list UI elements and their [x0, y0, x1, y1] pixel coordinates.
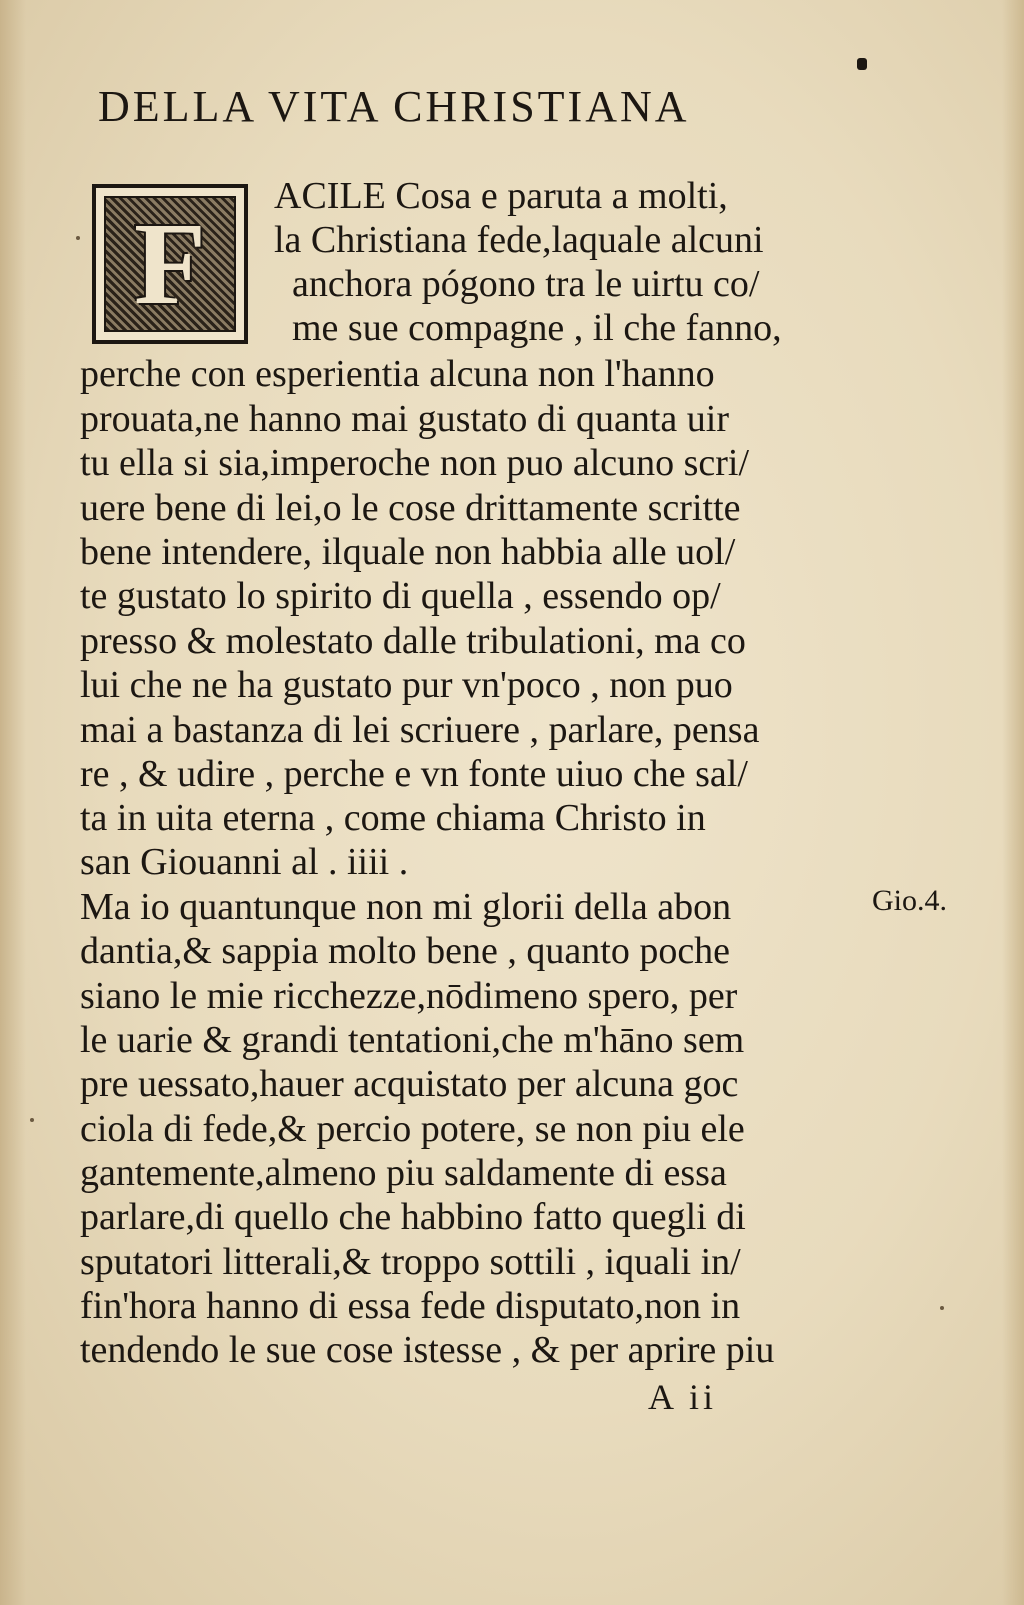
text-line: te gustato lo spirito di quella , essendo op/: [80, 575, 721, 617]
ink-speck: [76, 236, 80, 240]
text-line: bene intendere, ilquale non habbia alle uol/: [80, 531, 736, 573]
text-line: fin'hora hanno di essa fede disputato,non in: [80, 1285, 741, 1327]
text-line: ACILE Cosa e paruta a molti,: [274, 175, 728, 217]
text-line: tendendo le sue cose istesse , & per aprire piu: [80, 1329, 775, 1371]
running-header: DELLA VITA CHRISTIANA: [98, 82, 690, 131]
text-line: la Christiana fede,laquale alcuni: [274, 219, 764, 261]
text-line: le uarie & grandi tentationi,che m'hāno sem: [80, 1019, 745, 1061]
decorated-initial: [92, 184, 248, 344]
initial-letter: F: [133, 198, 207, 329]
signature-mark: A ii: [648, 1377, 718, 1417]
text-line: siano le mie ricchezze,nōdimeno spero, per: [80, 975, 738, 1017]
text-line: uere bene di lei,o le cose drittamente scritte: [80, 487, 741, 529]
text-line: pre uessato,hauer acquistato per alcuna goc: [80, 1063, 739, 1105]
text-line: parlare,di quello che habbino fatto quegli di: [80, 1196, 746, 1238]
text-line: me sue compagne , il che fanno,: [292, 307, 782, 349]
text-line: tu ella si sia,imperoche non puo alcuno scri/: [80, 442, 750, 484]
text-line: perche con esperientia alcuna non l'hanno: [80, 353, 715, 395]
text-line: gantemente,almeno piu saldamente di essa: [80, 1152, 727, 1194]
text-line: sputatori litterali,& troppo sottili , iquali in/: [80, 1241, 741, 1283]
text-line: mai a bastanza di lei scriuere , parlare, pensa: [80, 709, 760, 751]
ink-speck: [940, 1306, 944, 1310]
text-line: lui che ne ha gustato pur vn'poco , non puo: [80, 664, 733, 706]
text-line: presso & molestato dalle tribulationi, ma co: [80, 620, 746, 662]
text-line: ciola di fede,& percio potere, se non piu ele: [80, 1108, 745, 1150]
text-line: ta in uita eterna , come chiama Christo in: [80, 797, 706, 839]
text-line: Ma io quantunque non mi glorii della abon: [80, 886, 732, 928]
text-line: san Giouanni al . iiii .: [80, 841, 409, 883]
ink-mark: [857, 58, 867, 70]
ink-speck: [30, 1118, 34, 1122]
text-line: prouata,ne hanno mai gustato di quanta uir: [80, 398, 729, 440]
text-line: re , & udire , perche e vn fonte uiuo che sal/: [80, 753, 748, 795]
text-line: dantia,& sappia molto bene , quanto poche: [80, 930, 731, 972]
page-edge-shadow-right: [1002, 0, 1024, 1605]
text-line: anchora pógono tra le uirtu co/: [292, 263, 760, 305]
page-edge-shadow-left: [0, 0, 26, 1605]
margin-note: Gio.4.: [872, 884, 947, 917]
